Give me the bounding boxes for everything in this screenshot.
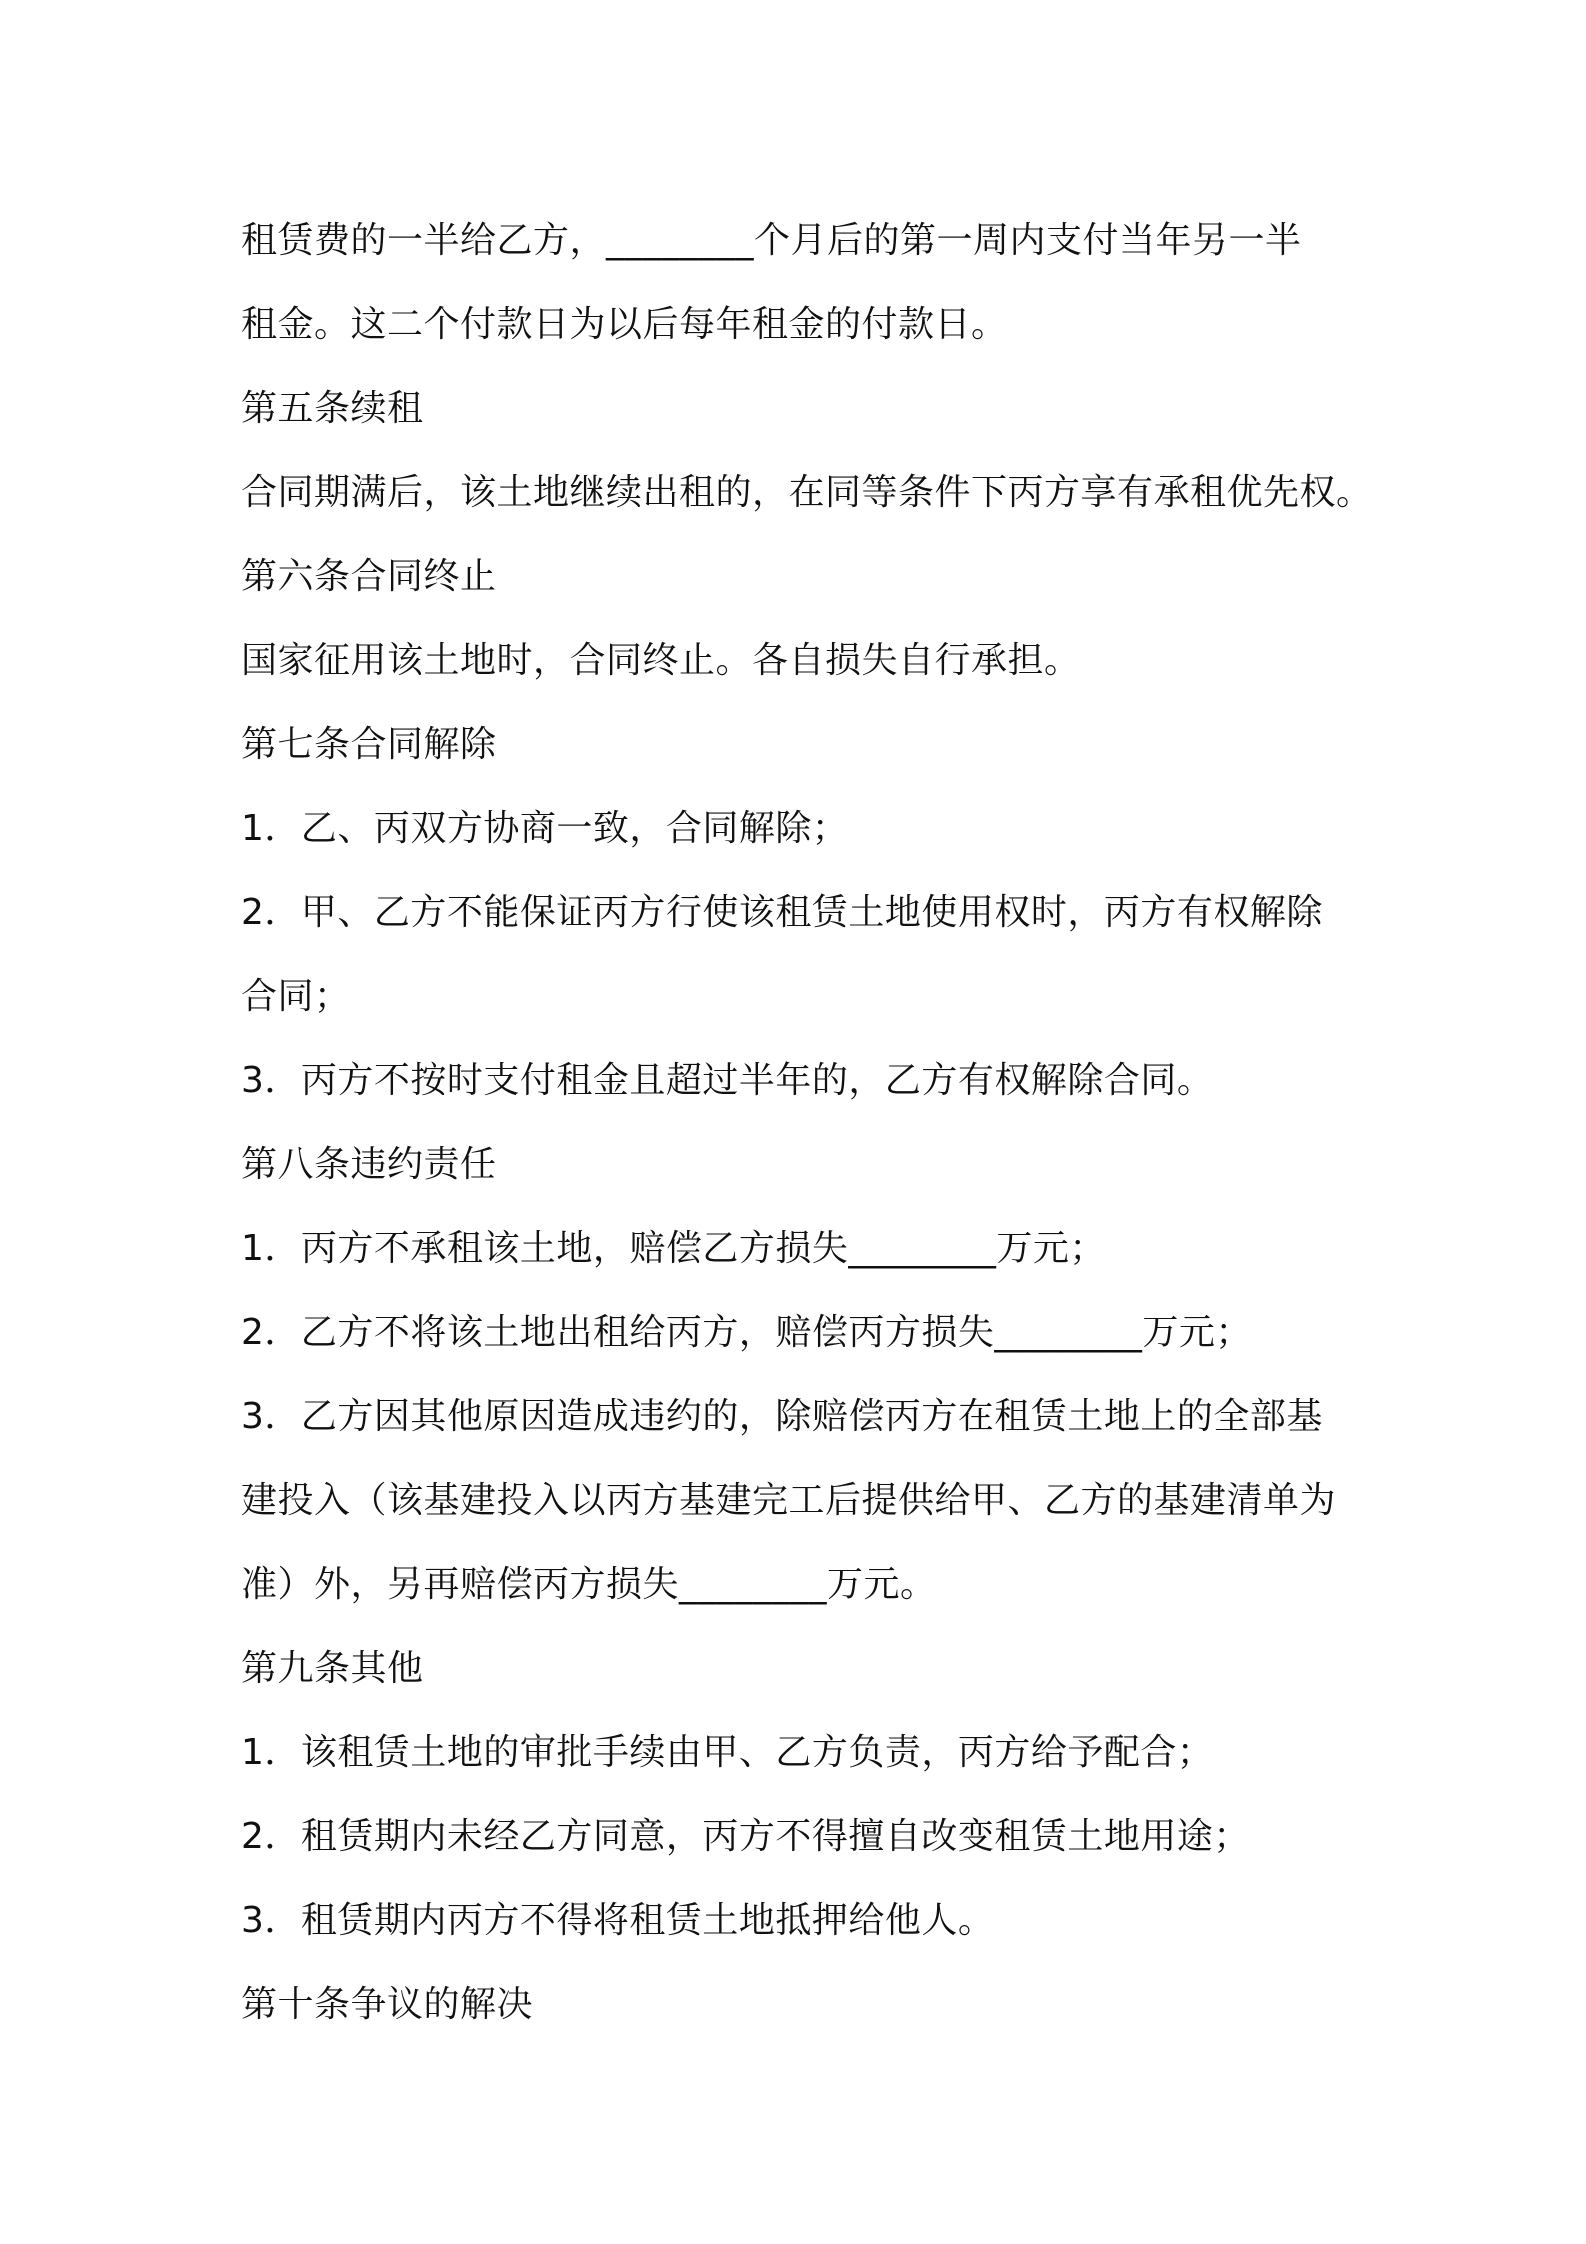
section-heading: 第七条合同解除	[241, 724, 497, 765]
section-heading: 第八条违约责任	[241, 1144, 497, 1185]
section-heading: 第十条争议的解决	[241, 1984, 534, 2025]
list-item: 2．乙方不将该土地出租给丙方，赔偿丙方损失________万元；	[241, 1312, 1252, 1353]
list-item: 1．乙、丙双方协商一致，合同解除；	[241, 808, 849, 849]
list-item: 3．租赁期内丙方不得将租赁土地抵押给他人。	[241, 1900, 995, 1941]
text-line: 租金。这二个付款日为以后每年租金的付款日。	[241, 304, 1008, 345]
text-line: 租赁费的一半给乙方，________个月后的第一周内支付当年另一半	[241, 220, 1302, 261]
text-line: 国家征用该土地时，合同终止。各自损失自行承担。	[241, 640, 1081, 681]
section-heading: 第六条合同终止	[241, 556, 497, 597]
text-line: 建投入（该基建投入以丙方基建完工后提供给甲、乙方的基建清单为	[241, 1480, 1337, 1521]
section-heading: 第五条续租	[241, 388, 424, 429]
text-line: 合同期满后，该土地继续出租的，在同等条件下丙方享有承租优先权。	[241, 472, 1373, 513]
text-line: 准）外，另再赔偿丙方损失________万元。	[241, 1564, 937, 1605]
list-item: 2．租赁期内未经乙方同意，丙方不得擅自改变租赁土地用途；	[241, 1816, 1250, 1857]
list-item: 1．该租赁土地的审批手续由甲、乙方负责，丙方给予配合；	[241, 1732, 1214, 1773]
document-body	[241, 199, 1371, 2047]
section-heading: 第九条其他	[241, 1648, 424, 1689]
list-item: 2．甲、乙方不能保证丙方行使该租赁土地使用权时，丙方有权解除	[241, 892, 1323, 933]
list-item: 3．乙方因其他原因造成违约的，除赔偿丙方在租赁土地上的全部基	[241, 1396, 1323, 1437]
text-line: 合同；	[241, 976, 351, 1017]
list-item: 3．丙方不按时支付租金且超过半年的，乙方有权解除合同。	[241, 1060, 1214, 1101]
list-item: 1．丙方不承租该土地，赔偿乙方损失________万元；	[241, 1228, 1106, 1269]
